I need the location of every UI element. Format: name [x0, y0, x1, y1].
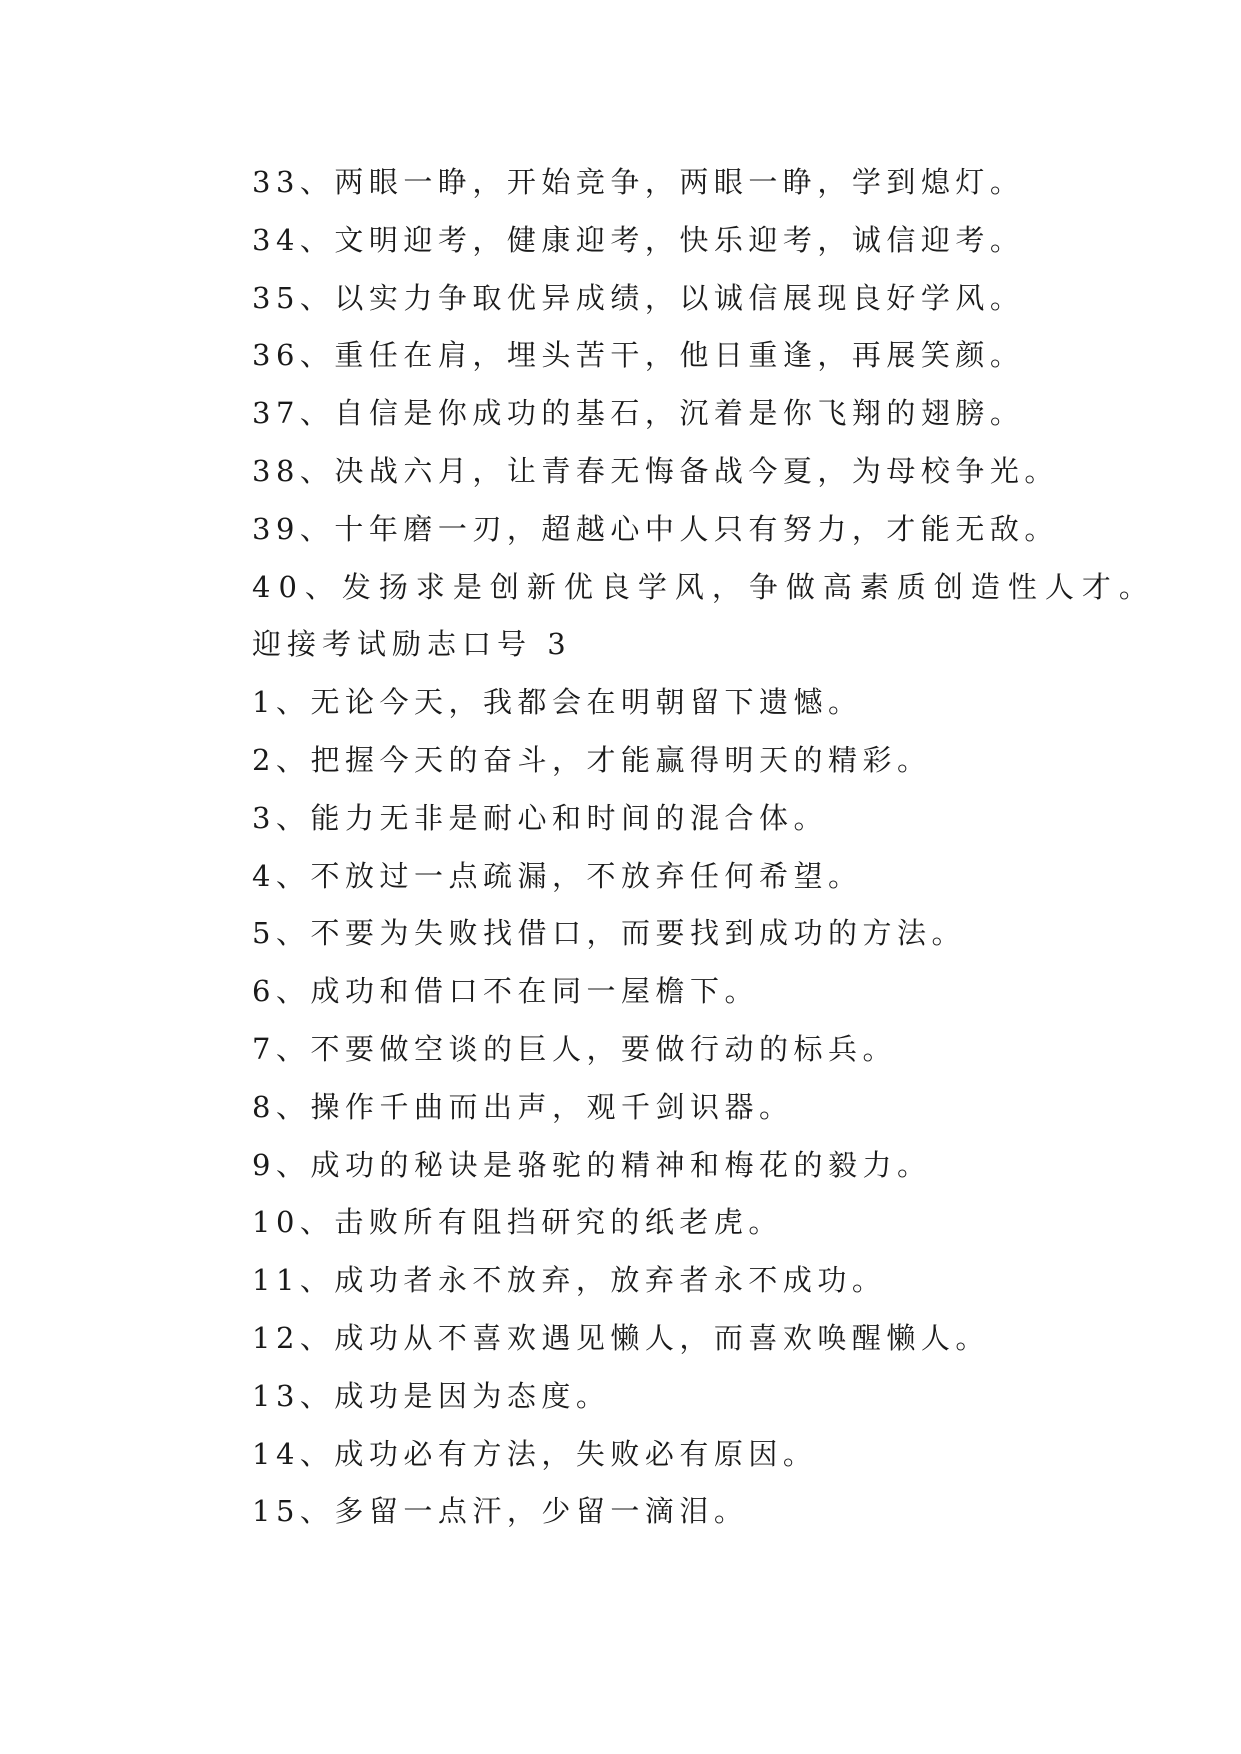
slogan-line-37: 37、自信是你成功的基石，沉着是你飞翔的翅膀。 — [252, 396, 1025, 431]
slogan-line-35: 35、以实力争取优异成绩，以诚信展现良好学风。 — [252, 280, 1025, 315]
slogan-line-39: 39、十年磨一刃，超越心中人只有努力，才能无敌。 — [252, 511, 1059, 546]
slogan-line-40: 40、发扬求是创新优良学风，争做高素质创造性人才。 — [252, 569, 1156, 604]
slogan-line-9: 9、成功的秘诀是骆驼的精神和梅花的毅力。 — [252, 1147, 932, 1182]
slogan-line-38: 38、决战六月，让青春无悔备战今夏，为母校争光。 — [252, 453, 1059, 488]
slogan-line-8: 8、操作千曲而出声，观千剑识器。 — [252, 1089, 794, 1124]
slogan-line-1: 1、无论今天，我都会在明朝留下遗憾。 — [252, 685, 863, 720]
slogan-line-11: 11、成功者永不放弃，放弃者永不成功。 — [252, 1263, 887, 1298]
document-body — [252, 154, 1212, 1541]
slogan-line-3: 3、能力无非是耐心和时间的混合体。 — [252, 800, 828, 835]
slogan-line-14: 14、成功必有方法，失败必有原因。 — [252, 1436, 818, 1471]
slogan-line-10: 10、击败所有阻挡研究的纸老虎。 — [252, 1205, 783, 1240]
slogan-line-4: 4、不放过一点疏漏，不放弃任何希望。 — [252, 858, 863, 893]
slogan-line-13: 13、成功是因为态度。 — [252, 1378, 611, 1413]
slogan-line-6: 6、成功和借口不在同一屋檐下。 — [252, 974, 759, 1009]
slogan-line-7: 7、不要做空谈的巨人，要做行动的标兵。 — [252, 1031, 897, 1066]
slogan-line-36: 36、重任在肩，埋头苦干，他日重逢，再展笑颜。 — [252, 338, 1025, 373]
section-heading: 迎接考试励志口号 3 — [252, 627, 572, 662]
slogan-line-12: 12、成功从不喜欢遇见懒人，而喜欢唤醒懒人。 — [252, 1320, 990, 1355]
slogan-line-2: 2、把握今天的奋斗，才能赢得明天的精彩。 — [252, 742, 932, 777]
slogan-line-15: 15、多留一点汗，少留一滴泪。 — [252, 1494, 749, 1529]
slogan-line-34: 34、文明迎考，健康迎考，快乐迎考，诚信迎考。 — [252, 222, 1025, 257]
slogan-line-5: 5、不要为失败找借口，而要找到成功的方法。 — [252, 916, 966, 951]
slogan-line-33: 33、两眼一睁，开始竞争，两眼一睁，学到熄灯。 — [252, 165, 1025, 199]
